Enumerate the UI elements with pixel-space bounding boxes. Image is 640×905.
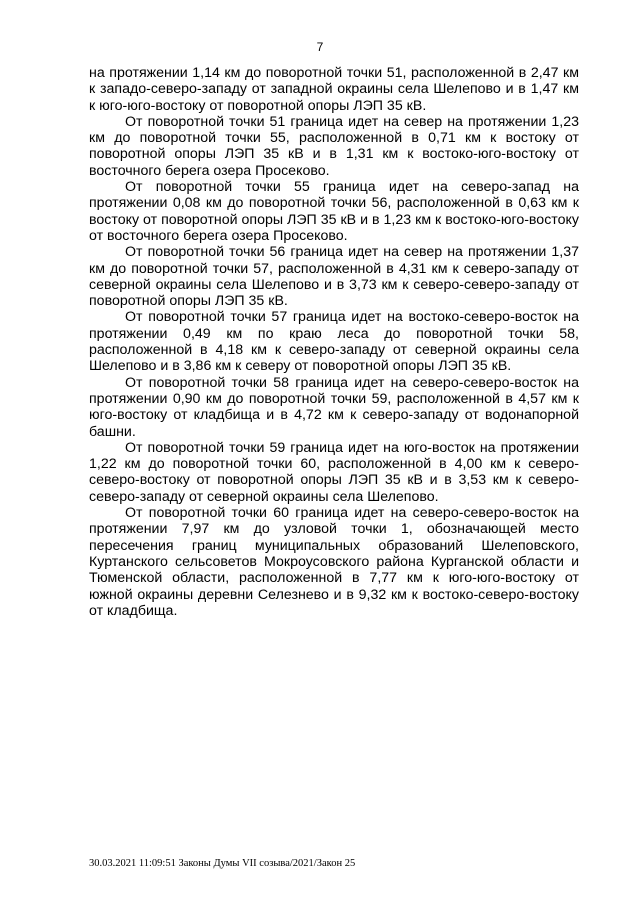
page-number: 7 (316, 40, 324, 54)
paragraph-1: на протяжении 1,14 км до поворотной точки 51, расположенной в 2,47 км к западо-северо-западу от западной окраины села Шелепово и в 1,47 км к юго-юго-востоку от поворотной опоры ЛЭП 35 кВ. (89, 65, 579, 114)
paragraph-3: От поворотной точки 55 граница идет на северо-запад на протяжении 0,08 км до поворотной точки 56, расположенной в 0,63 км к востоку от поворотной опоры ЛЭП 35 кВ и в 1,23 км к востоко-юго-востоку от восточного берега озера Просеково. (89, 179, 579, 244)
document-body (89, 65, 579, 619)
paragraph-5: От поворотной точки 57 граница идет на востоко-северо-восток на протяжении 0,49 км по краю леса до поворотной точки 58, расположенной в 4,18 км к северо-западу от северной окраины села Шелепово и в 3,86 км к северу от поворотной опоры ЛЭП 35 кВ. (89, 309, 579, 375)
paragraph-8: От поворотной точки 60 граница идет на северо-северо-восток на протяжении 7,97 км до узловой точки 1, обозначающей место пересечения границ муниципальных образований Шелеповского, Куртанского сельсоветов Мокроусовского района Курганской области и Тюменской области, расположенной в 7,77 км к юго-юго-востоку от южной окраины деревни Селезнево и в 9,32 км к востоко-северо-востоку от кладбища. (89, 505, 579, 619)
paragraph-7: От поворотной точки 59 граница идет на юго-восток на протяжении 1,22 км до поворотной точки 60, расположенной в 4,00 км к северо-северо-востоку от поворотной опоры ЛЭП 35 кВ и в 3,53 км к северо-северо-западу от северной окраины села Шелепово. (89, 439, 579, 505)
paragraph-4: От поворотной точки 56 граница идет на север на протяжении 1,37 км до поворотной точки 57, расположенной в 4,31 км к северо-западу от северной окраины села Шелепово и в 3,73 км к северо-северо-западу от поворотной опоры ЛЭП 35 кВ. (89, 244, 579, 310)
paragraph-6: От поворотной точки 58 граница идет на северо-северо-восток на протяжении 0,90 км до поворотной точки 59, расположенной в 4,57 км к юго-востоку от кладбища и в 4,72 км к северо-западу от водонапорной башни. (89, 374, 579, 440)
paragraph-2: От поворотной точки 51 граница идет на север на протяжении 1,23 км до поворотной точки 55, расположенной в 0,71 км к востоку от поворотной опоры ЛЭП 35 кВ и в 1,31 км к востоко-юго-востоку от восточного берега озера Просеково. (89, 113, 579, 179)
page-footer: 30.03.2021 11:09:51 Законы Думы VII созыва/2021/Закон 25 (89, 858, 356, 869)
